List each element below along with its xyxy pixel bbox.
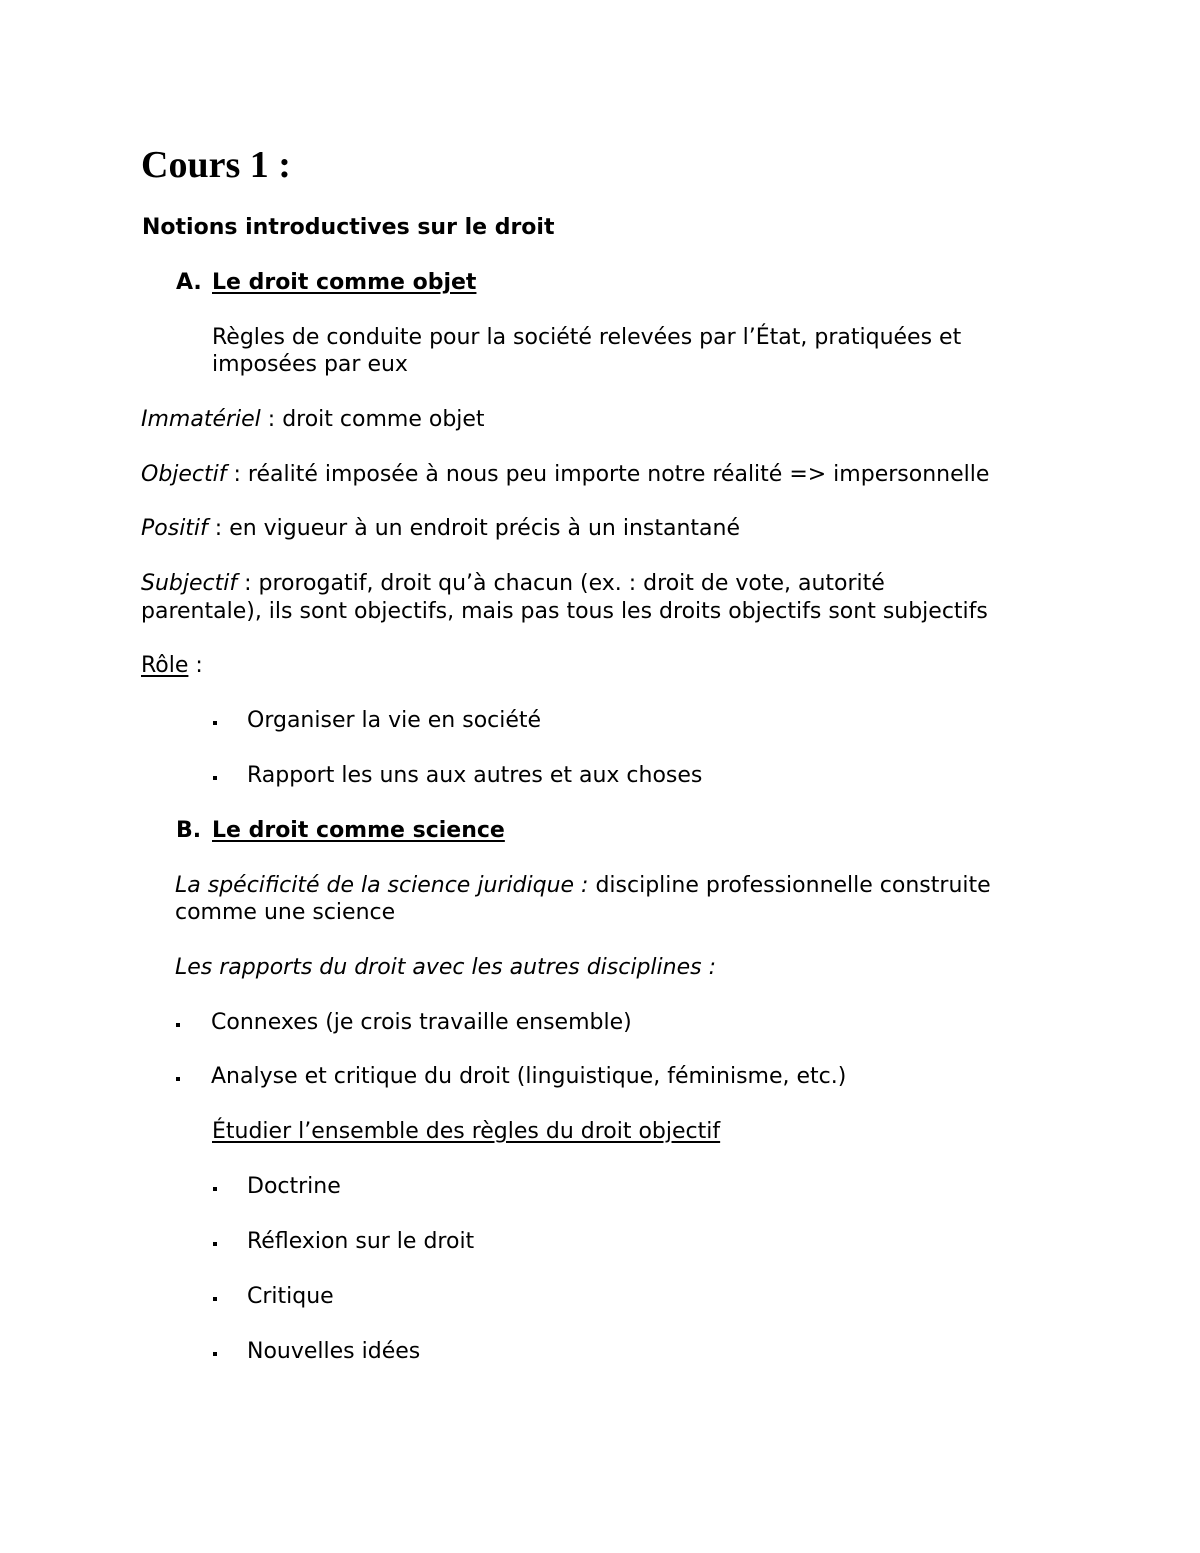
page-subtitle: Notions introductives sur le droit bbox=[142, 215, 555, 240]
list-item: Organiser la vie en société bbox=[247, 708, 542, 733]
study-heading: Étudier l’ensemble des règles du droit objectif bbox=[212, 1119, 721, 1144]
definition-text: : droit comme objet bbox=[260, 407, 485, 432]
list-item: Connexes (je crois travaille ensemble) bbox=[211, 1010, 632, 1035]
bullet-icon bbox=[213, 1297, 217, 1301]
section-a-intro-line2: imposées par eux bbox=[212, 352, 408, 377]
definition-text: : réalité imposée à nous peu importe notre réalité => impersonnelle bbox=[226, 462, 990, 487]
section-b-marker: B. bbox=[176, 818, 202, 843]
bullet-icon bbox=[213, 721, 217, 725]
specificity-text: discipline professionnelle construite bbox=[588, 873, 991, 898]
bullet-icon bbox=[213, 1187, 217, 1191]
specificity-paragraph bbox=[175, 872, 991, 899]
role-suffix: : bbox=[188, 653, 203, 678]
definition-positif bbox=[141, 515, 740, 542]
list-item: Rapport les uns aux autres et aux choses bbox=[247, 763, 703, 788]
definition-term: Objectif bbox=[141, 462, 227, 487]
definition-term: Subjectif bbox=[141, 571, 238, 596]
list-item: Critique bbox=[247, 1284, 334, 1309]
definition-text: : en vigueur à un endroit précis à un instantané bbox=[207, 516, 741, 541]
definition-subjectif-line2: parentale), ils sont objectifs, mais pas tous les droits objectifs sont subjectifs bbox=[141, 599, 988, 624]
bullet-icon bbox=[213, 1352, 217, 1356]
list-item: Nouvelles idées bbox=[247, 1339, 421, 1364]
section-b-heading: Le droit comme science bbox=[212, 818, 505, 843]
bullet-icon bbox=[176, 1023, 180, 1027]
bullet-icon bbox=[213, 1242, 217, 1246]
section-a-heading: Le droit comme objet bbox=[212, 270, 477, 295]
definition-term: Immatériel bbox=[141, 407, 261, 432]
section-a-marker: A. bbox=[176, 270, 202, 295]
specificity-line2: comme une science bbox=[175, 900, 396, 925]
rapports-label: Les rapports du droit avec les autres disciplines : bbox=[175, 955, 716, 980]
role-label: Rôle bbox=[141, 653, 189, 678]
definition-objectif bbox=[141, 461, 989, 488]
specificity-label: La spécificité de la science juridique : bbox=[175, 873, 589, 898]
definition-term: Positif bbox=[141, 516, 208, 541]
definition-text: : prorogatif, droit qu’à chacun (ex. : droit de vote, autorité bbox=[237, 571, 885, 596]
bullet-icon bbox=[176, 1077, 180, 1081]
section-a-intro-line1: Règles de conduite pour la société relevées par l’État, pratiquées et bbox=[212, 325, 962, 350]
list-item: Doctrine bbox=[247, 1174, 341, 1199]
page-title: Cours 1 : bbox=[141, 144, 291, 186]
definition-immateriel bbox=[141, 406, 485, 433]
role-heading bbox=[141, 652, 203, 679]
list-item: Analyse et critique du droit (linguistique, féminisme, etc.) bbox=[211, 1064, 847, 1089]
definition-subjectif bbox=[141, 570, 885, 597]
bullet-icon bbox=[213, 776, 217, 780]
list-item: Réflexion sur le droit bbox=[247, 1229, 475, 1254]
